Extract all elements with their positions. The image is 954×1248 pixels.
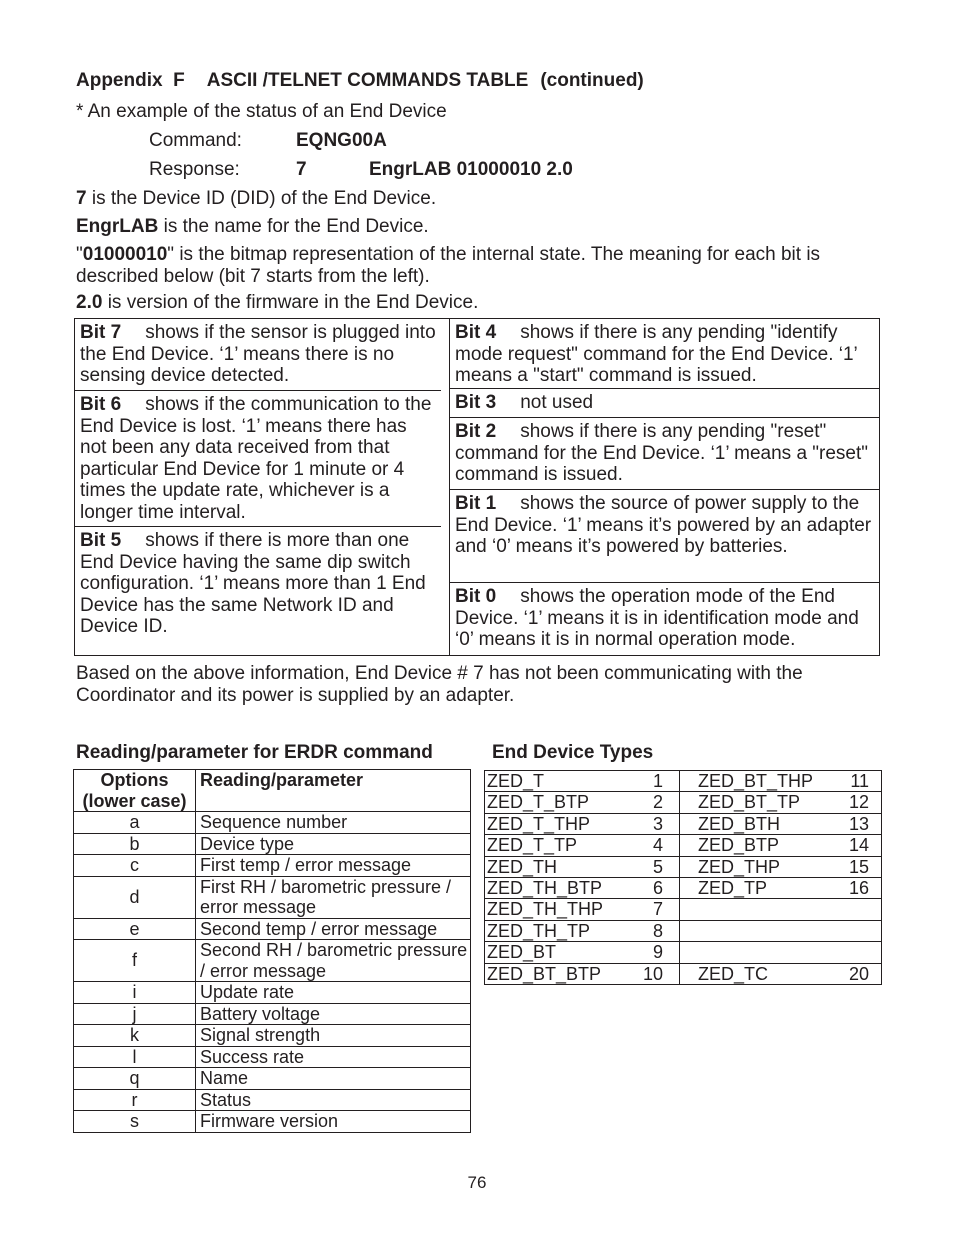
erdr-reading: Device type — [196, 833, 471, 855]
fw-text: is version of the firmware in the End Device. — [102, 292, 479, 313]
device-type-row — [485, 878, 882, 899]
bitmap-text: " is the bitmap representation of the internal state. The meaning for each bit is described below (bit 7 starts from the left). — [76, 244, 821, 287]
bit7-label: Bit 7 — [80, 322, 122, 343]
device-types-title: End Device Types — [492, 742, 654, 763]
erdr-header-options-line2: (lower case) — [82, 790, 187, 811]
device-type-code: 1 — [637, 771, 680, 792]
device-type-name: ZED_TH — [487, 856, 558, 877]
erdr-option: e — [74, 918, 196, 940]
device-type-code: 6 — [637, 878, 680, 899]
bit1-text: shows the source of power supply to the End Device. ‘1’ means it’s powered by an adapter and ‘0’ means it’s powered by batteries. — [455, 493, 872, 557]
erdr-row — [74, 1089, 471, 1111]
device-type-name: ZED_BTP — [698, 835, 780, 856]
bit2-text: shows if there is any pending "reset" command for the End Device. ‘1’ means a "reset" command is issued. — [455, 421, 869, 485]
device-type-row — [485, 963, 882, 984]
conclusion: Based on the above information, End Device # 7 has not been communicating with the Coordinator and its power is supplied by an adapter. — [76, 663, 803, 706]
erdr-option: c — [74, 855, 196, 877]
device-type-code: 20 — [848, 963, 869, 984]
device-type-name: ZED_TH_THP — [487, 899, 604, 920]
device-type-row — [485, 899, 882, 920]
erdr-option: k — [74, 1025, 196, 1047]
device-type-name: ZED_BT_BTP — [487, 963, 602, 984]
device-type-name: ZED_TP — [698, 878, 768, 899]
device-type-name: ZED_TH_BTP — [487, 878, 603, 899]
bit0-text: shows the operation mode of the End Device. ‘1’ means it is in identification mode and ‘0’ means it is in normal operation mode. — [455, 586, 859, 650]
example-intro: * An example of the status of an End Device — [76, 101, 447, 122]
device-type-row — [485, 813, 882, 834]
device-type-code: 15 — [848, 856, 869, 877]
erdr-header-row — [74, 770, 471, 812]
erdr-option: b — [74, 833, 196, 855]
bit0-label: Bit 0 — [455, 586, 497, 607]
bit5-text: shows if there is more than one End Device having the same dip switch configuration. ‘1’ means more than 1 End Device has the same Network ID and Device ID. — [80, 530, 426, 637]
did-explanation — [76, 187, 436, 210]
device-types-table — [484, 770, 882, 985]
device-type-code: 16 — [848, 878, 869, 899]
bit6-label: Bit 6 — [80, 394, 122, 415]
bits-left-column — [75, 319, 450, 655]
bit1-cell — [450, 489, 879, 558]
appendix-heading — [76, 70, 644, 92]
device-type-code: 3 — [637, 813, 680, 834]
did-bold: 7 — [76, 188, 87, 209]
erdr-option: q — [74, 1068, 196, 1090]
appendix-label: Appendix F — [76, 70, 185, 91]
device-type-name: ZED_TC — [698, 963, 769, 984]
name-bold: EngrLAB — [76, 216, 159, 237]
bit3-text: not used — [520, 392, 594, 413]
device-type-name: ZED_BT_TP — [698, 792, 801, 813]
device-type-code: 7 — [637, 899, 680, 920]
device-type-code: 8 — [637, 920, 680, 941]
device-type-name: ZED_BT — [487, 942, 557, 963]
device-type-row — [485, 771, 882, 792]
erdr-reading: First RH / barometric pressure / error message — [196, 876, 471, 918]
erdr-row — [74, 918, 471, 940]
device-type-name: ZED_TH_TP — [487, 920, 591, 941]
bit4-text: shows if there is any pending "identify mode request" command for the End Device. ‘1’ means a "start" command is issued. — [455, 322, 858, 386]
device-type-code: 11 — [850, 771, 869, 791]
erdr-reading: Success rate — [196, 1046, 471, 1068]
fw-bold: 2.0 — [76, 292, 103, 313]
erdr-reading: Signal strength — [196, 1025, 471, 1047]
erdr-row — [74, 812, 471, 834]
device-type-code — [829, 899, 882, 920]
erdr-row — [74, 833, 471, 855]
bit5-cell — [75, 526, 441, 638]
bit2-label: Bit 2 — [455, 421, 497, 442]
erdr-reading: Update rate — [196, 982, 471, 1004]
response-label: Response: — [149, 159, 240, 180]
erdr-option: i — [74, 982, 196, 1004]
erdr-option: r — [74, 1089, 196, 1111]
device-type-code: 4 — [637, 835, 680, 856]
device-type-row — [485, 856, 882, 877]
erdr-option: f — [74, 940, 196, 982]
erdr-row — [74, 1003, 471, 1025]
erdr-option: a — [74, 812, 196, 834]
erdr-reading: Sequence number — [196, 812, 471, 834]
erdr-row — [74, 1111, 471, 1133]
response-value: EngrLAB 01000010 2.0 — [369, 159, 573, 180]
device-type-code: 13 — [848, 813, 869, 834]
bit2-cell — [450, 417, 879, 486]
erdr-option: d — [74, 876, 196, 918]
erdr-title: Reading/parameter for ERDR command — [76, 742, 433, 763]
erdr-row — [74, 982, 471, 1004]
appendix-continued: (continued) — [540, 70, 644, 91]
page-number: 76 — [467, 1173, 487, 1192]
device-type-name: ZED_BT_THP — [698, 771, 814, 791]
device-type-code: 14 — [848, 835, 869, 856]
device-type-code — [829, 942, 882, 963]
name-text: is the name for the End Device. — [158, 216, 429, 237]
erdr-row — [74, 940, 471, 982]
erdr-header-options-line1: Options — [100, 770, 169, 790]
device-type-name: ZED_T_TP — [487, 835, 578, 856]
erdr-header-options — [74, 770, 196, 812]
bit4-cell — [450, 319, 879, 387]
erdr-reading: First temp / error message — [196, 855, 471, 877]
device-type-name — [680, 899, 830, 920]
erdr-reading: Battery voltage — [196, 1003, 471, 1025]
bit6-cell — [75, 390, 441, 523]
appendix-title: ASCII /TELNET COMMANDS TABLE — [206, 70, 529, 91]
device-type-name: ZED_BTH — [698, 813, 781, 834]
did-text: is the Device ID (DID) of the End Device. — [86, 188, 437, 209]
erdr-row — [74, 876, 471, 918]
bit7-cell — [75, 319, 449, 387]
device-type-name: ZED_THP — [698, 856, 781, 877]
bitmap-bold: 01000010 — [82, 244, 168, 265]
erdr-row — [74, 855, 471, 877]
erdr-reading: Second temp / error message — [196, 918, 471, 940]
device-type-code: 10 — [637, 963, 680, 984]
erdr-option: s — [74, 1111, 196, 1133]
device-type-row — [485, 920, 882, 941]
device-type-code: 9 — [637, 942, 680, 963]
bit5-label: Bit 5 — [80, 530, 122, 551]
erdr-header-reading: Reading/parameter — [196, 770, 471, 812]
device-type-code — [829, 920, 882, 941]
device-type-code: 2 — [637, 792, 680, 813]
device-type-row — [485, 792, 882, 813]
erdr-option: j — [74, 1003, 196, 1025]
device-type-name: ZED_T — [487, 771, 545, 791]
erdr-row — [74, 1068, 471, 1090]
erdr-option: l — [74, 1046, 196, 1068]
device-type-name — [680, 942, 830, 963]
bit1-label: Bit 1 — [455, 493, 497, 514]
name-explanation — [76, 215, 429, 238]
bits-right-column — [450, 319, 879, 655]
erdr-row — [74, 1046, 471, 1068]
bit7-text: shows if the sensor is plugged into the End Device. ‘1’ means there is no sensing device detected. — [80, 322, 436, 386]
erdr-reading: Second RH / barometric pressure / error message — [196, 940, 471, 982]
device-type-code: 12 — [848, 792, 869, 813]
firmware-explanation — [76, 291, 478, 314]
bitmap-pre: " — [76, 244, 83, 265]
bitmap-explanation — [76, 244, 886, 288]
device-type-code: 5 — [637, 856, 680, 877]
erdr-table — [73, 769, 471, 1133]
bit3-cell — [450, 388, 879, 414]
command-value: EQNG00A — [296, 130, 387, 151]
command-label: Command: — [149, 130, 242, 151]
erdr-reading: Firmware version — [196, 1111, 471, 1133]
bit6-text: shows if the communication to the End Device is lost. ‘1’ means there has not been any data received from that particular End Device for 1 minute or 4 times the update rate, whichever is a longer time interval. — [80, 394, 432, 523]
response-id: 7 — [296, 159, 307, 180]
device-type-name — [680, 920, 830, 941]
device-type-row — [485, 835, 882, 856]
bit3-label: Bit 3 — [455, 392, 497, 413]
bit4-label: Bit 4 — [455, 322, 497, 343]
bits-table — [74, 318, 880, 656]
erdr-reading: Status — [196, 1089, 471, 1111]
bit0-cell — [450, 582, 879, 651]
device-type-row — [485, 942, 882, 963]
device-type-name: ZED_T_THP — [487, 813, 591, 834]
erdr-reading: Name — [196, 1068, 471, 1090]
erdr-row — [74, 1025, 471, 1047]
device-type-name: ZED_T_BTP — [487, 792, 590, 813]
